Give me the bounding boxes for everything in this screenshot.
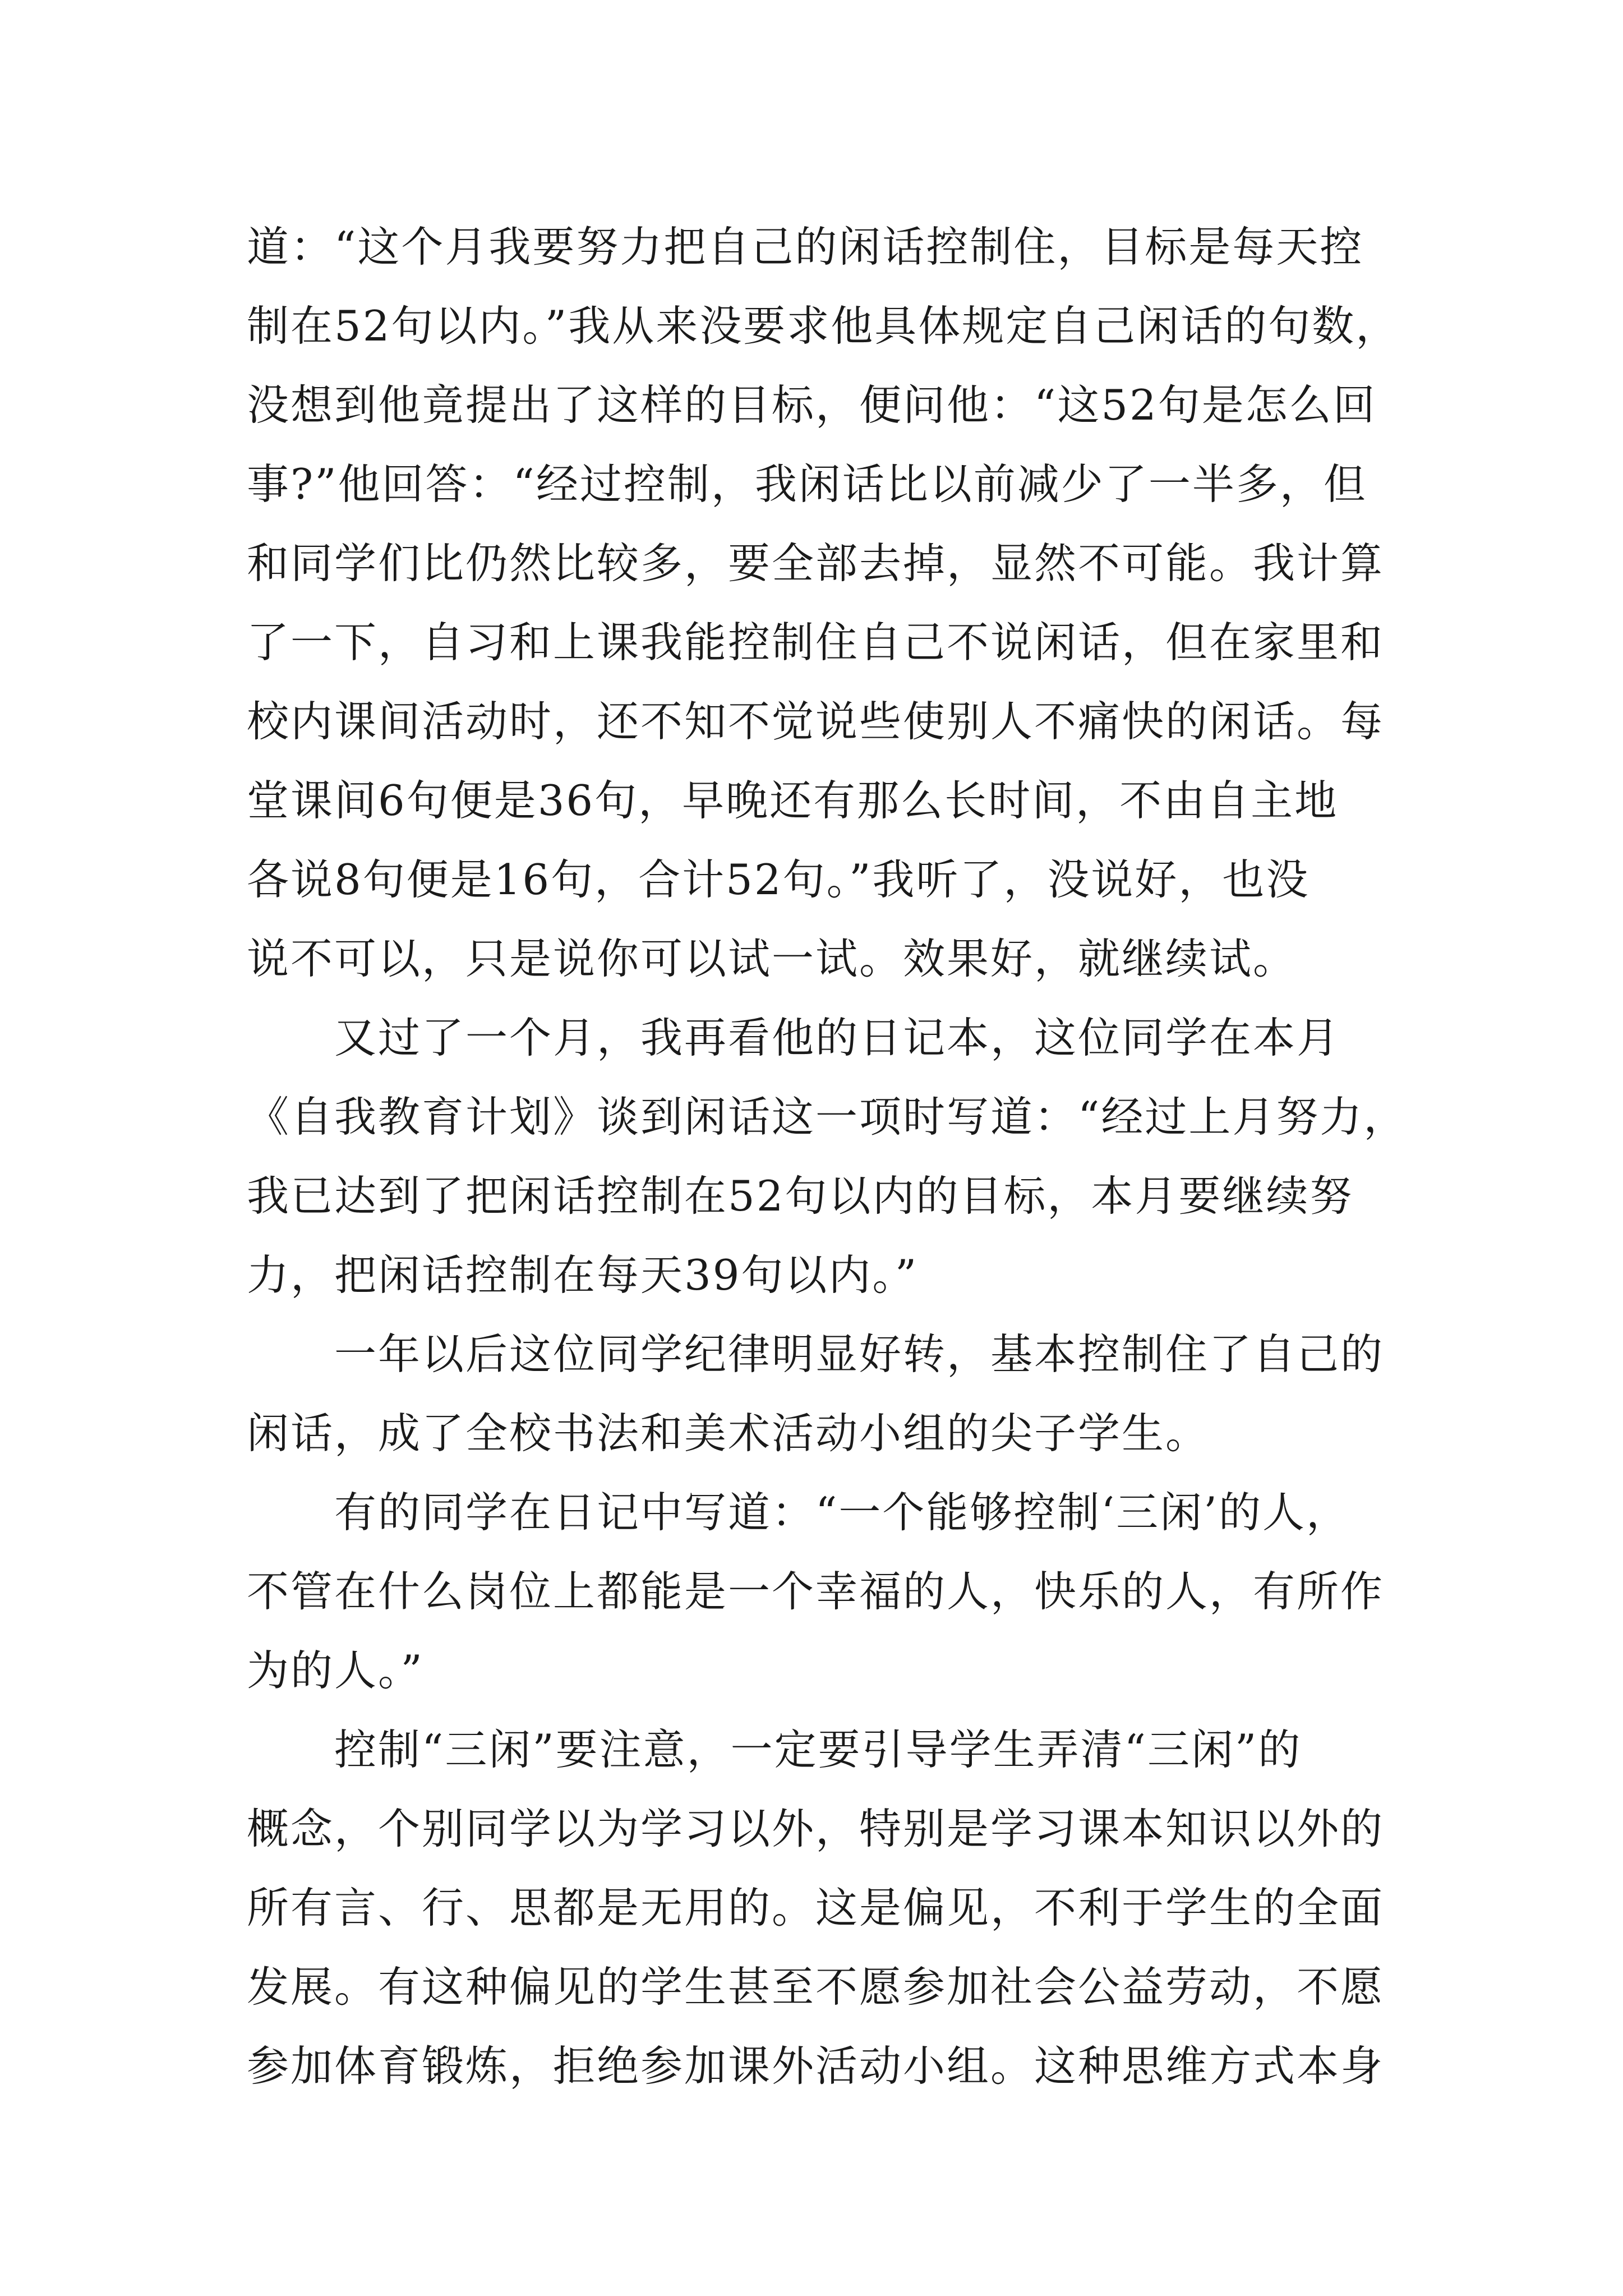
paragraph-first-line: 一年以后这位同学纪律明显好转，基本控制住了自己的 [334,1329,1385,1379]
text-line: 道：“这个月我要努力把自己的闲话控制住，目标是每天控 [247,222,1364,272]
text-line: 没想到他竟提出了这样的目标，便问他：“这52句是怎么回 [247,380,1377,430]
text-line: 发展。有这种偏见的学生甚至不愿参加社会公益劳动，不愿 [247,1962,1385,2012]
text-line: 力，把闲话控制在每天39句以内。” [247,1250,919,1300]
text-line: 说不可以，只是说你可以试一试。效果好，就继续试。 [247,934,1297,983]
document-body [247,208,1408,2106]
text-line: 校内课间活动时，还不知不觉说些使别人不痛快的闲话。每 [247,697,1385,746]
text-line: 参加体育锻炼，拒绝参加课外活动小组。这种思维方式本身 [247,2041,1385,2091]
text-line: 和同学们比仍然比较多，要全部去掉，显然不可能。我计算 [247,539,1385,588]
text-line: 不管在什么岗位上都能是一个幸福的人，快乐的人，有所作 [247,1567,1385,1616]
text-line: 闲话，成了全校书法和美术活动小组的尖子学生。 [247,1409,1210,1458]
text-line: 各说8句便是16句，合计52句。”我听了，没说好，也没 [247,855,1310,904]
text-line: 我已达到了把闲话控制在52句以内的目标，本月要继续努 [247,1171,1354,1221]
text-line: 事?”他回答：“经过控制，我闲话比以前减少了一半多，但 [247,459,1367,509]
paragraph-first-line: 有的同学在日记中写道：“一个能够控制‘三闲’的人， [334,1488,1350,1537]
text-line: 为的人。” [247,1646,424,1695]
text-line: 《自我教育计划》谈到闲话这一项时写道：“经过上月努力， [247,1092,1408,1142]
text-line: 堂课间6句便是36句，早晚还有那么长时间，不由自主地 [247,776,1339,825]
paragraph-first-line: 控制“三闲”要注意，一定要引导学生弄清“三闲”的 [334,1725,1302,1774]
text-line: 所有言、行、思都是无用的。这是偏见，不利于学生的全面 [247,1883,1385,1932]
text-line: 概念，个别同学以为学习以外，特别是学习课本知识以外的 [247,1804,1385,1853]
paragraph-first-line: 又过了一个月，我再看他的日记本，这位同学在本月 [334,1013,1341,1062]
text-line: 制在52句以内。”我从来没要求他具体规定自己闲话的句数， [247,301,1400,351]
text-line: 了一下，自习和上课我能控制住自己不说闲话，但在家里和 [247,618,1385,667]
